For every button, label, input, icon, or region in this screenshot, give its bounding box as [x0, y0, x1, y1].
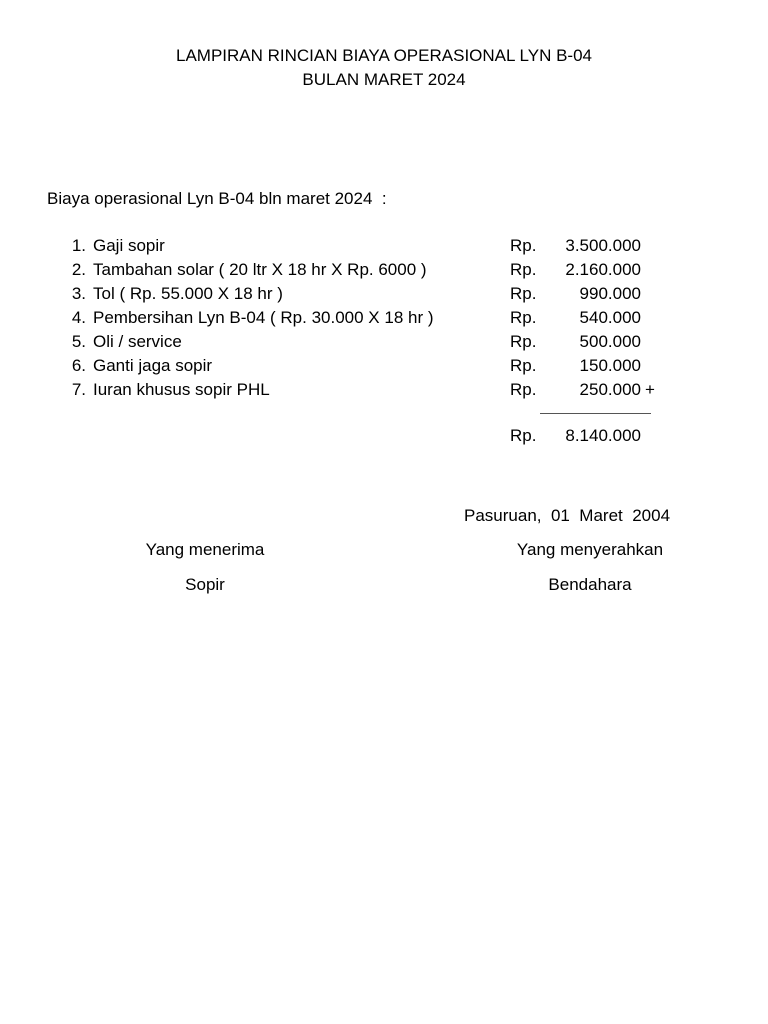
item-amount: 990.000: [579, 284, 641, 303]
item-currency: Rp.: [510, 332, 537, 351]
item-amount: 2.160.000: [565, 260, 641, 279]
list-item: [0, 306, 768, 330]
item-operator: +: [645, 380, 655, 399]
item-description: Oli / service: [93, 332, 182, 351]
item-description: Ganti jaga sopir: [93, 356, 213, 375]
item-description: Pembersihan Lyn B-04 ( Rp. 30.000 X 18 hr ): [93, 308, 434, 327]
item-currency: Rp.: [510, 356, 537, 375]
list-item: [0, 234, 768, 258]
signature-giver: [470, 538, 710, 597]
item-currency: Rp.: [510, 284, 537, 303]
item-amount: 500.000: [579, 332, 641, 351]
signature-role: Bendahara: [548, 575, 632, 594]
item-currency: Rp.: [510, 236, 537, 255]
item-description: Gaji sopir: [93, 236, 165, 255]
item-number: 7.: [71, 380, 86, 399]
item-number: 3.: [71, 284, 86, 303]
item-number: 6.: [71, 356, 86, 375]
item-number: 5.: [71, 332, 86, 351]
list-item: [0, 378, 768, 402]
total-currency: Rp.: [510, 426, 537, 445]
signature-role: Sopir: [185, 575, 225, 594]
title-line-2: BULAN MARET 2024: [302, 70, 466, 89]
cost-item-list: [0, 234, 768, 402]
item-number: 2.: [71, 260, 86, 279]
list-item: [0, 330, 768, 354]
item-amount: 150.000: [579, 356, 641, 375]
intro-text: Biaya operasional Lyn B-04 bln maret 2024 :: [47, 189, 387, 208]
total-row: [0, 424, 768, 448]
item-amount: 540.000: [579, 308, 641, 327]
item-amount: 3.500.000: [565, 236, 641, 255]
place-date: Pasuruan, 01 Maret 2004: [464, 506, 671, 525]
item-number: 4.: [71, 308, 86, 327]
list-item: [0, 282, 768, 306]
item-currency: Rp.: [510, 380, 537, 399]
item-description: Tol ( Rp. 55.000 X 18 hr ): [93, 284, 283, 303]
list-item: [0, 354, 768, 378]
item-currency: Rp.: [510, 260, 537, 279]
document-title: [0, 44, 768, 92]
signature-label: Yang menerima: [145, 540, 265, 559]
signature-receiver: [85, 538, 325, 597]
item-description: Tambahan solar ( 20 ltr X 18 hr X Rp. 6000 ): [93, 260, 427, 279]
signature-label: Yang menyerahkan: [516, 540, 664, 559]
item-currency: Rp.: [510, 308, 537, 327]
item-amount: 250.000: [579, 380, 641, 399]
title-line-1: LAMPIRAN RINCIAN BIAYA OPERASIONAL LYN B-04: [176, 46, 592, 65]
list-item: [0, 258, 768, 282]
item-number: 1.: [71, 236, 86, 255]
item-description: Iuran khusus sopir PHL: [93, 380, 270, 399]
total-amount: 8.140.000: [565, 426, 641, 445]
sum-divider: [540, 413, 651, 414]
